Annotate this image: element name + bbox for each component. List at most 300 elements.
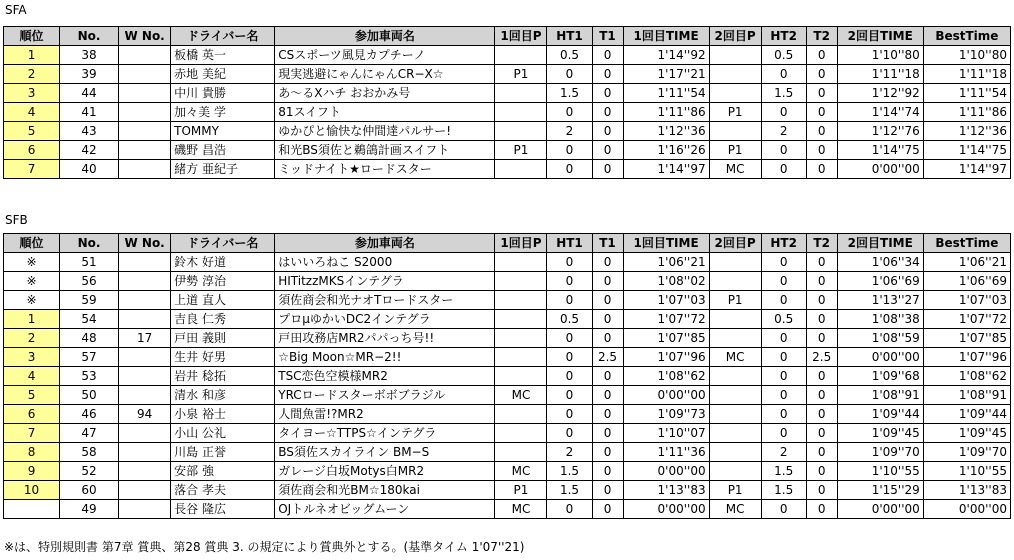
cell-ht2: 0 [761,160,806,179]
cell-best-time: 1'07''03 [923,291,1010,310]
cell-t2: 0 [806,291,837,310]
cell-vehicle-name: 戸田攻務店MR2パパっち号!! [275,329,495,348]
column-header-ht2: HT2 [761,27,806,46]
column-header-best-time: BestTime [923,234,1010,253]
cell-run1-penalty [495,367,547,386]
cell-driver-name: 生井 好男 [171,348,275,367]
cell-number: 44 [60,84,119,103]
cell-vehicle-name: ミッドナイト★ロードスター [275,160,495,179]
table-row [4,443,1011,462]
cell-t2: 0 [806,462,837,481]
cell-run1-time: 1'07''03 [623,291,709,310]
cell-run2-penalty [709,253,761,272]
column-header-t2: T2 [806,234,837,253]
cell-run1-time: 1'08''02 [623,272,709,291]
column-header-t2: T2 [806,27,837,46]
cell-vehicle-name: 81スイフト [275,103,495,122]
cell-vehicle-name: 須佐商会和光ナオTロードスター [275,291,495,310]
cell-best-time: 1'06''69 [923,272,1010,291]
table-row [4,291,1011,310]
cell-run2-penalty [709,122,761,141]
cell-run1-penalty: MC [495,500,547,519]
cell-number: 42 [60,141,119,160]
column-header-rank: 順位 [4,234,60,253]
cell-t1: 0 [592,329,623,348]
cell-w-number [119,367,171,386]
cell-rank: 8 [4,443,60,462]
cell-t2: 0 [806,141,837,160]
cell-run1-penalty [495,46,547,65]
cell-ht2: 0 [761,291,806,310]
cell-t2: 0 [806,46,837,65]
cell-vehicle-name: 人間魚雷!?MR2 [275,405,495,424]
cell-rank [4,500,60,519]
cell-run1-penalty [495,160,547,179]
cell-number: 47 [60,424,119,443]
cell-rank: 1 [4,46,60,65]
cell-w-number [119,310,171,329]
cell-run2-time: 0'00''00 [837,348,923,367]
cell-ht1: 1.5 [547,481,592,500]
cell-rank: 6 [4,141,60,160]
cell-w-number [119,141,171,160]
cell-driver-name: 小山 公礼 [171,424,275,443]
cell-ht1: 0 [547,386,592,405]
cell-best-time: 1'11''54 [923,84,1010,103]
cell-number: 40 [60,160,119,179]
cell-run2-time: 1'08''91 [837,386,923,405]
cell-driver-name: 加々美 学 [171,103,275,122]
cell-w-number [119,160,171,179]
table-row [4,367,1011,386]
cell-number: 43 [60,122,119,141]
cell-run2-penalty [709,462,761,481]
cell-t1: 0 [592,500,623,519]
cell-run1-time: 1'17''21 [623,65,709,84]
cell-ht1: 0 [547,405,592,424]
cell-best-time: 1'07''72 [923,310,1010,329]
cell-t1: 2.5 [592,348,623,367]
cell-run2-penalty [709,65,761,84]
column-header-run2-time: 2回目TIME [837,234,923,253]
cell-t2: 0 [806,386,837,405]
cell-t1: 0 [592,46,623,65]
cell-t2: 0 [806,103,837,122]
cell-vehicle-name: タイヨー☆TTPS☆インテグラ [275,424,495,443]
column-header-vehicle-name: 参加車両名 [275,234,495,253]
column-header-run1-penalty: 1回目P [495,234,547,253]
cell-rank: 7 [4,160,60,179]
cell-vehicle-name: プロμゆかいDC2インテグラ [275,310,495,329]
column-header-rank: 順位 [4,27,60,46]
cell-run2-penalty [709,367,761,386]
cell-number: 46 [60,405,119,424]
cell-ht2: 0 [761,386,806,405]
cell-ht2: 0.5 [761,310,806,329]
cell-t2: 0 [806,253,837,272]
column-header-w-number: W No. [119,234,171,253]
cell-number: 54 [60,310,119,329]
cell-run2-penalty [709,46,761,65]
cell-w-number [119,253,171,272]
column-header-t1: T1 [592,234,623,253]
cell-rank: 7 [4,424,60,443]
cell-rank: 4 [4,367,60,386]
column-header-best-time: BestTime [923,27,1010,46]
cell-ht2: 0 [761,65,806,84]
cell-w-number [119,65,171,84]
cell-ht2: 2 [761,122,806,141]
column-header-run1-time: 1回目TIME [623,27,709,46]
cell-rank: 3 [4,348,60,367]
cell-w-number [119,481,171,500]
cell-run1-time: 0'00''00 [623,386,709,405]
cell-run1-penalty [495,443,547,462]
cell-vehicle-name: ガレージ白坂Motys白MR2 [275,462,495,481]
cell-ht2: 0 [761,348,806,367]
cell-ht2: 0.5 [761,46,806,65]
cell-run2-penalty [709,386,761,405]
table-row [4,253,1011,272]
cell-run1-time: 1'16''26 [623,141,709,160]
cell-t2: 0 [806,310,837,329]
cell-t1: 0 [592,405,623,424]
cell-driver-name: TOMMY [171,122,275,141]
cell-t2: 0 [806,367,837,386]
cell-driver-name: 戸田 義則 [171,329,275,348]
cell-w-number [119,348,171,367]
cell-w-number [119,291,171,310]
cell-t1: 0 [592,386,623,405]
cell-run2-time: 1'08''59 [837,329,923,348]
cell-best-time: 1'09''70 [923,443,1010,462]
cell-ht2: 2 [761,443,806,462]
cell-run2-time: 1'13''27 [837,291,923,310]
cell-run2-penalty [709,405,761,424]
column-header-ht1: HT1 [547,234,592,253]
cell-w-number: 94 [119,405,171,424]
cell-best-time: 1'14''75 [923,141,1010,160]
cell-t2: 0 [806,65,837,84]
table-row [4,46,1011,65]
cell-number: 53 [60,367,119,386]
cell-t1: 0 [592,253,623,272]
cell-t1: 0 [592,367,623,386]
cell-t2: 0 [806,122,837,141]
cell-t2: 0 [806,500,837,519]
table-row [4,160,1011,179]
cell-run1-time: 1'09''73 [623,405,709,424]
footnote: ※は、特別規則書 第7章 賞典、第28 賞典 3. の規定により賞典外とする。(基準タイム 1'07''21) [4,540,525,554]
table-row [4,348,1011,367]
cell-run1-penalty [495,424,547,443]
cell-run2-penalty: P1 [709,481,761,500]
cell-run2-penalty [709,424,761,443]
cell-vehicle-name: ゆかぴと愉快な仲間達パルサー! [275,122,495,141]
cell-driver-name: 赤地 美紀 [171,65,275,84]
table-row [4,424,1011,443]
cell-run2-time: 0'00''00 [837,160,923,179]
cell-vehicle-name: 和光BS須佐と鵜鴿計画スイフト [275,141,495,160]
cell-number: 39 [60,65,119,84]
cell-number: 48 [60,329,119,348]
cell-rank: 3 [4,84,60,103]
cell-rank: 10 [4,481,60,500]
cell-t2: 0 [806,272,837,291]
cell-run1-time: 1'07''72 [623,310,709,329]
cell-run2-penalty: MC [709,348,761,367]
cell-t2: 0 [806,160,837,179]
cell-driver-name: 中川 貴勝 [171,84,275,103]
cell-w-number [119,84,171,103]
cell-t2: 0 [806,329,837,348]
results-table-sfb [3,233,1011,519]
cell-run1-penalty [495,122,547,141]
cell-run1-time: 1'14''92 [623,46,709,65]
cell-rank: ※ [4,272,60,291]
column-header-run1-time: 1回目TIME [623,234,709,253]
cell-run2-penalty: MC [709,500,761,519]
table-row [4,462,1011,481]
cell-run2-penalty [709,310,761,329]
cell-t1: 0 [592,122,623,141]
cell-run2-time: 1'14''75 [837,141,923,160]
cell-run1-time: 0'00''00 [623,500,709,519]
cell-ht2: 0 [761,141,806,160]
cell-t1: 0 [592,291,623,310]
column-header-w-number: W No. [119,27,171,46]
cell-run1-penalty [495,253,547,272]
cell-ht1: 0.5 [547,310,592,329]
cell-number: 57 [60,348,119,367]
cell-t2: 0 [806,84,837,103]
cell-run1-time: 1'07''96 [623,348,709,367]
cell-w-number [119,103,171,122]
cell-number: 41 [60,103,119,122]
cell-ht1: 2 [547,122,592,141]
cell-run2-time: 1'12''92 [837,84,923,103]
cell-run2-time: 1'10''80 [837,46,923,65]
cell-t1: 0 [592,160,623,179]
cell-best-time: 1'06''21 [923,253,1010,272]
cell-rank: 4 [4,103,60,122]
column-header-number: No. [60,234,119,253]
table-row [4,122,1011,141]
cell-rank: ※ [4,253,60,272]
cell-ht1: 0 [547,141,592,160]
cell-ht2: 0 [761,272,806,291]
cell-vehicle-name: 現実逃避にゃんにゃんCR−X☆ [275,65,495,84]
cell-run1-time: 1'10''07 [623,424,709,443]
cell-best-time: 1'13''83 [923,481,1010,500]
cell-ht2: 0 [761,424,806,443]
cell-ht2: 1.5 [761,481,806,500]
cell-run2-penalty [709,272,761,291]
cell-w-number: 17 [119,329,171,348]
cell-run2-penalty [709,329,761,348]
cell-t2: 0 [806,424,837,443]
cell-w-number [119,443,171,462]
cell-run1-time: 1'12''36 [623,122,709,141]
cell-run2-penalty: P1 [709,103,761,122]
cell-run2-time: 1'09''68 [837,367,923,386]
cell-run2-time: 1'09''44 [837,405,923,424]
cell-t2: 0 [806,443,837,462]
cell-rank: 6 [4,405,60,424]
table-row [4,405,1011,424]
cell-run1-time: 1'11''86 [623,103,709,122]
cell-vehicle-name: YRCロードスターボボブラジル [275,386,495,405]
cell-driver-name: 岩井 稔拓 [171,367,275,386]
cell-driver-name: 安部 強 [171,462,275,481]
column-header-ht2: HT2 [761,234,806,253]
cell-ht1: 0 [547,103,592,122]
table-row [4,329,1011,348]
cell-run1-time: 1'06''21 [623,253,709,272]
cell-t1: 0 [592,141,623,160]
header-row [4,234,1011,253]
cell-ht2: 0 [761,329,806,348]
cell-driver-name: 落合 孝夫 [171,481,275,500]
cell-rank: 5 [4,122,60,141]
table-row [4,310,1011,329]
cell-run2-time: 1'09''70 [837,443,923,462]
cell-w-number [119,424,171,443]
cell-vehicle-name: BS須佐スカイライン BM−S [275,443,495,462]
cell-run1-penalty: MC [495,462,547,481]
cell-ht2: 1.5 [761,84,806,103]
cell-ht1: 0 [547,367,592,386]
cell-run2-penalty: MC [709,160,761,179]
cell-ht2: 0 [761,405,806,424]
cell-ht1: 0 [547,291,592,310]
cell-w-number [119,46,171,65]
cell-run1-time: 1'14''97 [623,160,709,179]
cell-number: 51 [60,253,119,272]
cell-t2: 0 [806,481,837,500]
cell-vehicle-name: ☆Big Moon☆MR−2!! [275,348,495,367]
cell-ht1: 0 [547,424,592,443]
cell-driver-name: 鈴木 好道 [171,253,275,272]
results-table-sfa [3,26,1011,179]
cell-vehicle-name: TSC恋色空模様MR2 [275,367,495,386]
cell-driver-name: 板橋 英一 [171,46,275,65]
cell-run2-time: 0'00''00 [837,500,923,519]
cell-t1: 0 [592,424,623,443]
cell-ht1: 0 [547,500,592,519]
cell-ht2: 0 [761,367,806,386]
table-row [4,141,1011,160]
cell-number: 52 [60,462,119,481]
cell-t1: 0 [592,65,623,84]
cell-driver-name: 上道 直人 [171,291,275,310]
cell-run2-penalty: P1 [709,141,761,160]
cell-run2-time: 1'12''76 [837,122,923,141]
cell-t1: 0 [592,462,623,481]
cell-ht1: 2 [547,443,592,462]
cell-ht1: 0 [547,329,592,348]
cell-run1-penalty [495,291,547,310]
cell-run2-time: 1'15''29 [837,481,923,500]
cell-ht2: 1.5 [761,462,806,481]
cell-run1-penalty [495,103,547,122]
cell-run1-time: 1'11''36 [623,443,709,462]
cell-run2-time: 1'10''55 [837,462,923,481]
cell-run2-time: 1'08''38 [837,310,923,329]
column-header-run2-time: 2回目TIME [837,27,923,46]
cell-run1-penalty [495,84,547,103]
cell-run1-time: 1'11''54 [623,84,709,103]
cell-ht2: 0 [761,103,806,122]
cell-number: 38 [60,46,119,65]
cell-vehicle-name: はいいろねこ S2000 [275,253,495,272]
column-header-ht1: HT1 [547,27,592,46]
cell-best-time: 1'09''45 [923,424,1010,443]
table-row [4,500,1011,519]
cell-run2-time: 1'06''34 [837,253,923,272]
cell-w-number [119,272,171,291]
cell-number: 60 [60,481,119,500]
cell-best-time: 1'09''44 [923,405,1010,424]
cell-number: 58 [60,443,119,462]
cell-driver-name: 伊勢 淳治 [171,272,275,291]
cell-ht1: 0 [547,253,592,272]
cell-run1-penalty [495,329,547,348]
cell-number: 50 [60,386,119,405]
table-row [4,65,1011,84]
cell-number: 59 [60,291,119,310]
cell-ht1: 1.5 [547,84,592,103]
cell-run1-penalty [495,310,547,329]
cell-vehicle-name: OJトルネオビッグムーン [275,500,495,519]
cell-vehicle-name: あ〜るXハチ おおかみ号 [275,84,495,103]
cell-run1-time: 1'07''85 [623,329,709,348]
cell-w-number [119,462,171,481]
cell-driver-name: 清水 和彦 [171,386,275,405]
cell-w-number [119,386,171,405]
cell-best-time: 1'07''96 [923,348,1010,367]
cell-number: 56 [60,272,119,291]
cell-vehicle-name: 須佐商会和光BM☆180kai [275,481,495,500]
cell-run1-penalty: P1 [495,65,547,84]
cell-run2-time: 1'09''45 [837,424,923,443]
cell-driver-name: 緒方 亜紀子 [171,160,275,179]
cell-driver-name: 吉良 仁秀 [171,310,275,329]
cell-driver-name: 長谷 隆広 [171,500,275,519]
column-header-t1: T1 [592,27,623,46]
cell-best-time: 1'14''97 [923,160,1010,179]
cell-rank: 2 [4,65,60,84]
cell-w-number [119,500,171,519]
cell-run2-penalty [709,443,761,462]
cell-run2-time: 1'11''18 [837,65,923,84]
cell-driver-name: 磯野 昌浩 [171,141,275,160]
cell-best-time: 1'11''86 [923,103,1010,122]
cell-w-number [119,122,171,141]
cell-t1: 0 [592,103,623,122]
section-label-sfb: SFB [5,213,28,227]
cell-best-time: 1'07''85 [923,329,1010,348]
cell-run2-time: 1'14''74 [837,103,923,122]
cell-run1-penalty [495,348,547,367]
cell-best-time: 1'11''18 [923,65,1010,84]
cell-ht1: 0 [547,160,592,179]
cell-t1: 0 [592,272,623,291]
cell-ht2: 0 [761,500,806,519]
column-header-driver-name: ドライバー名 [171,234,275,253]
cell-driver-name: 小泉 裕士 [171,405,275,424]
cell-vehicle-name: CSスポーツ風見カプチーノ [275,46,495,65]
